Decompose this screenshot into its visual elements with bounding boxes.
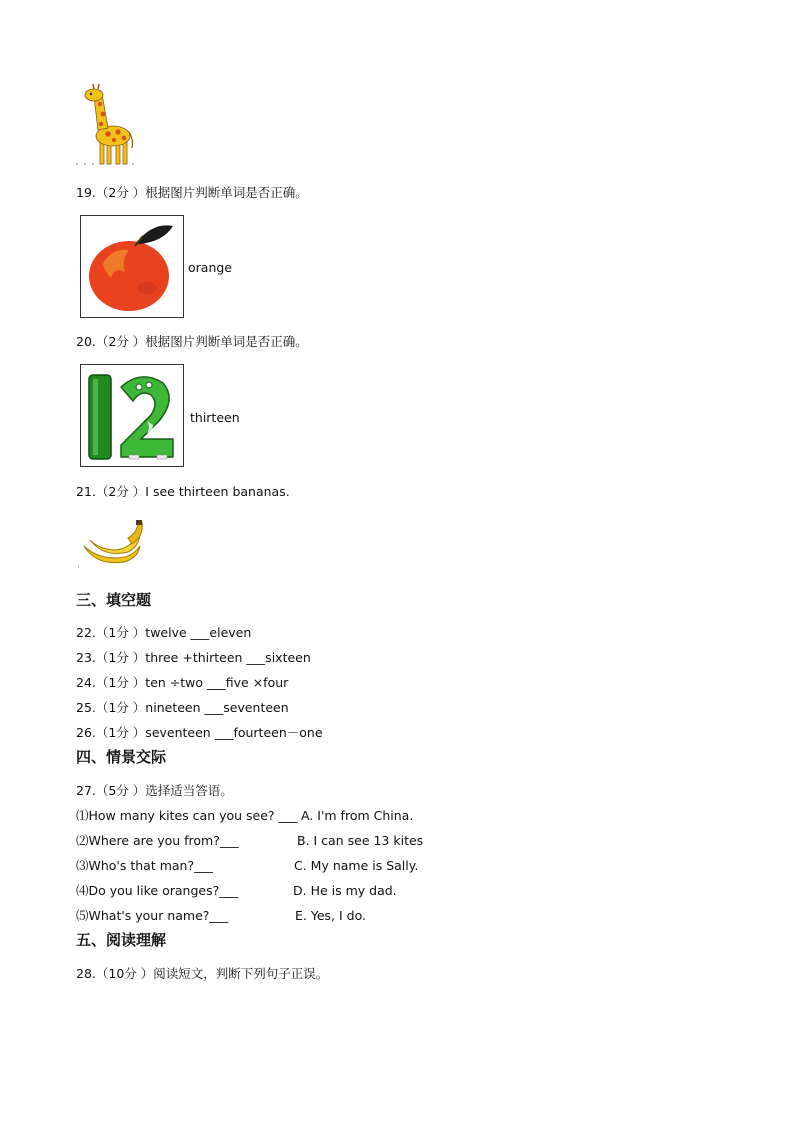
answer-option-b: B. I can see 13 kites (297, 833, 424, 848)
answer-option-d: D. He is my dad. (293, 883, 397, 898)
question-27: 27.（5分 ）选择适当答语。 (76, 783, 233, 798)
answer-option-c: C. My name is Sally. (294, 858, 419, 873)
question-26: 26.（1分 ）seventeen ___fourteen－one (76, 725, 323, 740)
dialogue-question-4: ⑷Do you like oranges?___ (76, 883, 238, 898)
giraffe-image (72, 82, 136, 168)
answer-option-e: E. Yes, I do. (295, 908, 366, 923)
question-25: 25.（1分 ）nineteen ___seventeen (76, 700, 289, 715)
dialogue-question-1: ⑴How many kites can you see? ___ (76, 808, 298, 823)
question-24: 24.（1分 ）ten ÷two ___five ×four (76, 675, 289, 690)
section-heading-fill-in: 三、填空题 (76, 591, 152, 609)
number-twelve-image (80, 364, 184, 467)
section-heading-reading: 五、阅读理解 (76, 931, 167, 949)
question-20: 20.（2分 ）根据图片判断单词是否正确。 (76, 334, 308, 349)
question-28: 28.（10分 ）阅读短文，判断下列句子正误。 (76, 966, 329, 981)
word-thirteen: thirteen (190, 410, 240, 425)
question-21: 21.（2分 ）I see thirteen bananas. (76, 484, 290, 499)
answer-option-a: A. I'm from China. (301, 808, 414, 823)
orange-image (80, 215, 184, 318)
dialogue-question-2: ⑵Where are you from?___ (76, 833, 239, 848)
word-orange: orange (188, 260, 232, 275)
banana-image (76, 518, 146, 570)
section-heading-situational: 四、情景交际 (76, 748, 167, 766)
question-23: 23.（1分 ）three +thirteen ___sixteen (76, 650, 311, 665)
dialogue-question-3: ⑶Who's that man?___ (76, 858, 213, 873)
dialogue-question-5: ⑸What's your name?___ (76, 908, 229, 923)
question-19: 19.（2分 ）根据图片判断单词是否正确。 (76, 185, 308, 200)
question-22: 22.（1分 ）twelve ___eleven (76, 625, 252, 640)
